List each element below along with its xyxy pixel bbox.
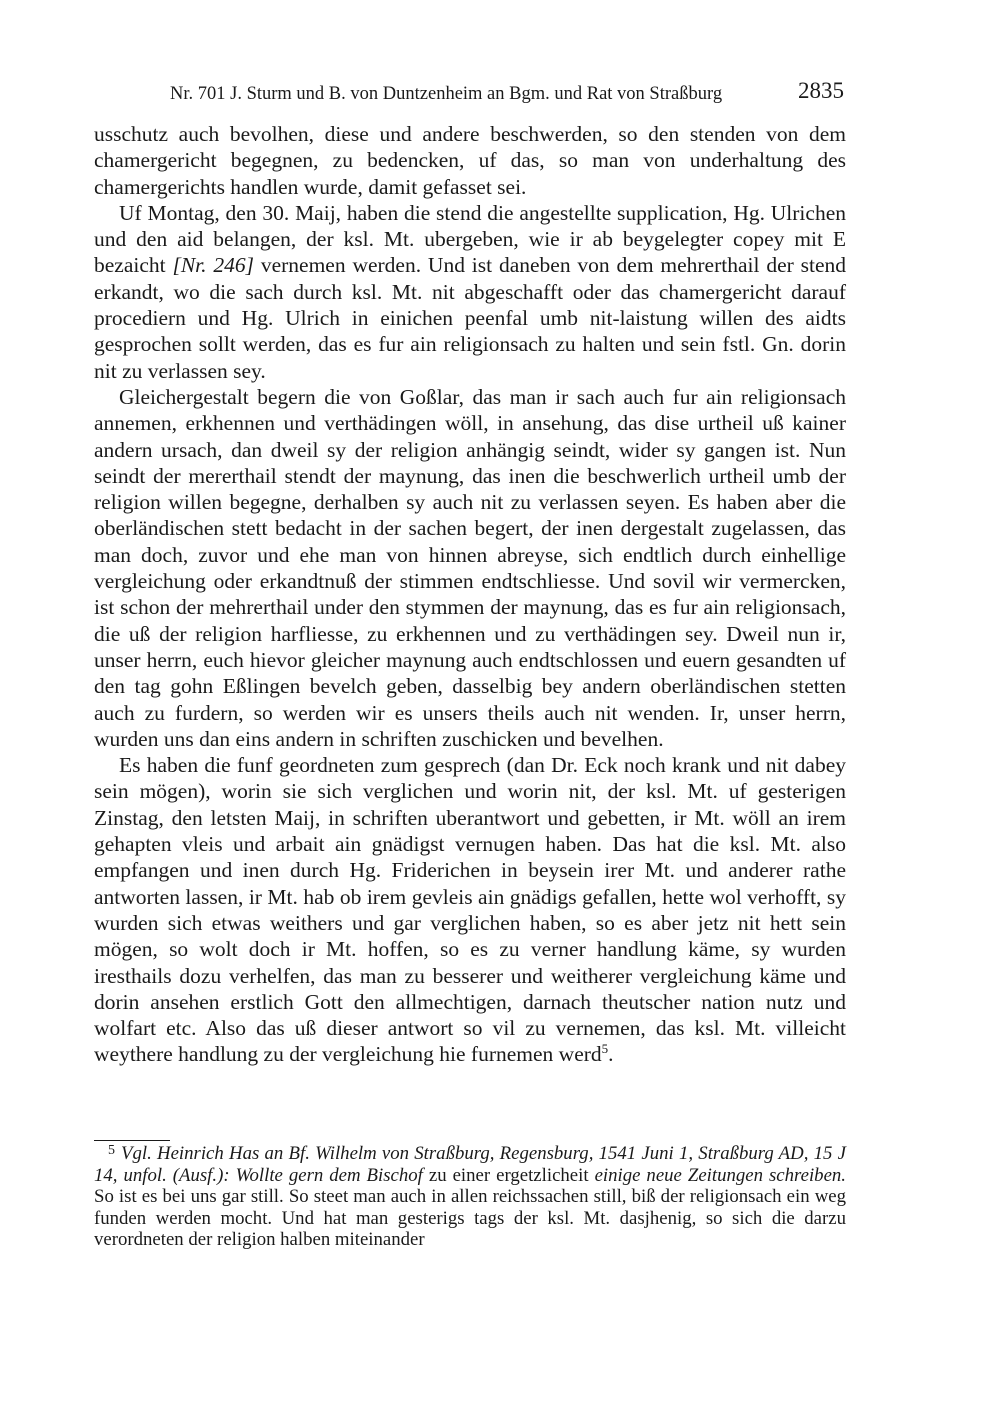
paragraph-2 (94, 200, 846, 384)
paragraph-1 (94, 121, 846, 200)
paragraph-1-text: usschutz auch bevolhen, diese und andere beschwerden, so den stenden von dem chamergericht begegnen, zu bedencken, uf das, so man von underhaltung des chamergerichts handlen wurde, damit gefasset sei. (94, 122, 846, 199)
main-text (94, 121, 846, 1068)
footnote-italic-a: Vgl. Heinrich Has an Bf. Wilhelm von Straßburg, Regensburg, 1541 Juni 1, Straßburg AD, 15 J 14, unfol. (Ausf.): Wollte gern dem Bischof (94, 1143, 846, 1186)
footnote-5 (94, 1143, 846, 1251)
page-number: 2835 (798, 78, 844, 103)
footnote-number: 5 (108, 1143, 115, 1158)
paragraph-3 (94, 384, 846, 752)
paragraph-4-end: . (608, 1042, 614, 1067)
footnote-marker: 5 (601, 1041, 609, 1057)
running-title: Nr. 701 J. Sturm und B. von Duntzenheim an Bgm. und Rat von Straßburg (170, 84, 723, 104)
footnote-roman-a: zu einer ergetzlicheit (428, 1164, 589, 1186)
paragraph-4 (94, 752, 846, 1068)
paragraph-3-text: Gleichergestalt begern die von Goßlar, das man ir sach auch fur ain religionsach annemen, erkhennen und verthädingen wöll, in ansehung, das dise urtheil uß kainer andern ursach, dan dweil sy der religion anhängig seindt, wider sy gangen ist. Nun seindt der mererthail stendt der maynung, das inen die beschwerlich urtheil umb der religion willen begegne, derhalben sy auch nit zu verlassen seyen. Es haben aber die oberländischen stett bedacht in der sachen begert, der inen dergestalt zugelassen, das man doch, zuvor und ehe man von hinnen abreyse, sich endtlich durch einhellige vergleichung oder erkandtnuß der stimmen endtschliesse. Und sovil wir vermercken, ist schon der mehrerthail under den stymmen der maynung, das es fur ain religionsach, die uß der religion harfliesse, zu erkhennen und zu verthädingen sey. Dweil nun ir, unser herrn, euch hievor gleicher maynung auch endtschlossen und euern gesandten uf den tag gohn Eßlingen bevelch geben, dasselbig bey andern oberländischen stetten auch zu furdern, so werden wir es unsers theils auch nit wenden. Ir, unser herrn, wurden uns dan eins andern in schriften zuschicken und bevelhen. (94, 384, 846, 751)
paragraph-2-text-a: Uf Montag, den 30. Maij, haben die stend die angestellte supplication, Hg. Ulrichen und den aid belangen, der ksl. Mt. ubergeben, wie ir ab beygelegter copey mit E bezaicht (94, 200, 846, 278)
footnote-italic-b: einige neue Zeitungen schreiben. (594, 1164, 846, 1186)
running-header (94, 80, 846, 108)
paragraph-4-text: Es haben die funf geordneten zum gesprech (dan Dr. Eck noch krank und nit dabey sein mögen), worin sie sich verglichen und worin nit, der ksl. Mt. uf gesterigen Zinstag, den letsten Maij, in schriften uberantwort und gebetten, ir Mt. wöll an irem gehapten vleis und arbait ain gnädigst vernugen haben. Das hat die ksl. Mt. also empfangen und inen durch Hg. Friderichen in beysein irer Mt. und anderer rathe antworten lassen, ir Mt. hab ob irem gevleis ain gnädigs gefallen, hette wol verhofft, sy wurden sich etwas weithers und gar verglichen haben, so es aber jetz nit hett sein mögen, so wolt doch ir Mt. hoffen, so es zu verner handlung käme, sy wurden iresthails dozu verhelfen, das man zu besserer und weitherer vergleichung käme und dorin ansehen erstlich Gott den allmechtigen, darnach theutscher nation nutz und wolfart etc. Also das uß dieser antwort so vil zu vernemen, das ksl. Mt. villeicht weythere handlung zu der vergleichung hie furnemen werd (94, 753, 846, 1067)
footnote-roman-b: So ist es bei uns gar still. So steet man auch in allen reichssachen still, biß der religionsach ein weg funden werden mocht. Und hat man gesterigs tags der ksl. Mt. dasjhenig, so sich die darzu verordneten der religion halben miteinander (94, 1186, 846, 1250)
paragraph-2-text-b: vernemen werden. Und ist daneben von dem mehrerthail der stend erkandt, wo die sach durch ksl. Mt. nit abgeschafft oder das chamergericht darauf procediern und Hg. Ulrich in einichen peenfal umb nit-laistung willen des aidts gesprochen sollt werden, das es fur ain religionsach zu halten und sein fstl. Gn. dorin nit zu verlassen sey. (94, 253, 846, 383)
footnote-separator (94, 1140, 170, 1141)
document-reference: [Nr. 246] (172, 253, 254, 278)
